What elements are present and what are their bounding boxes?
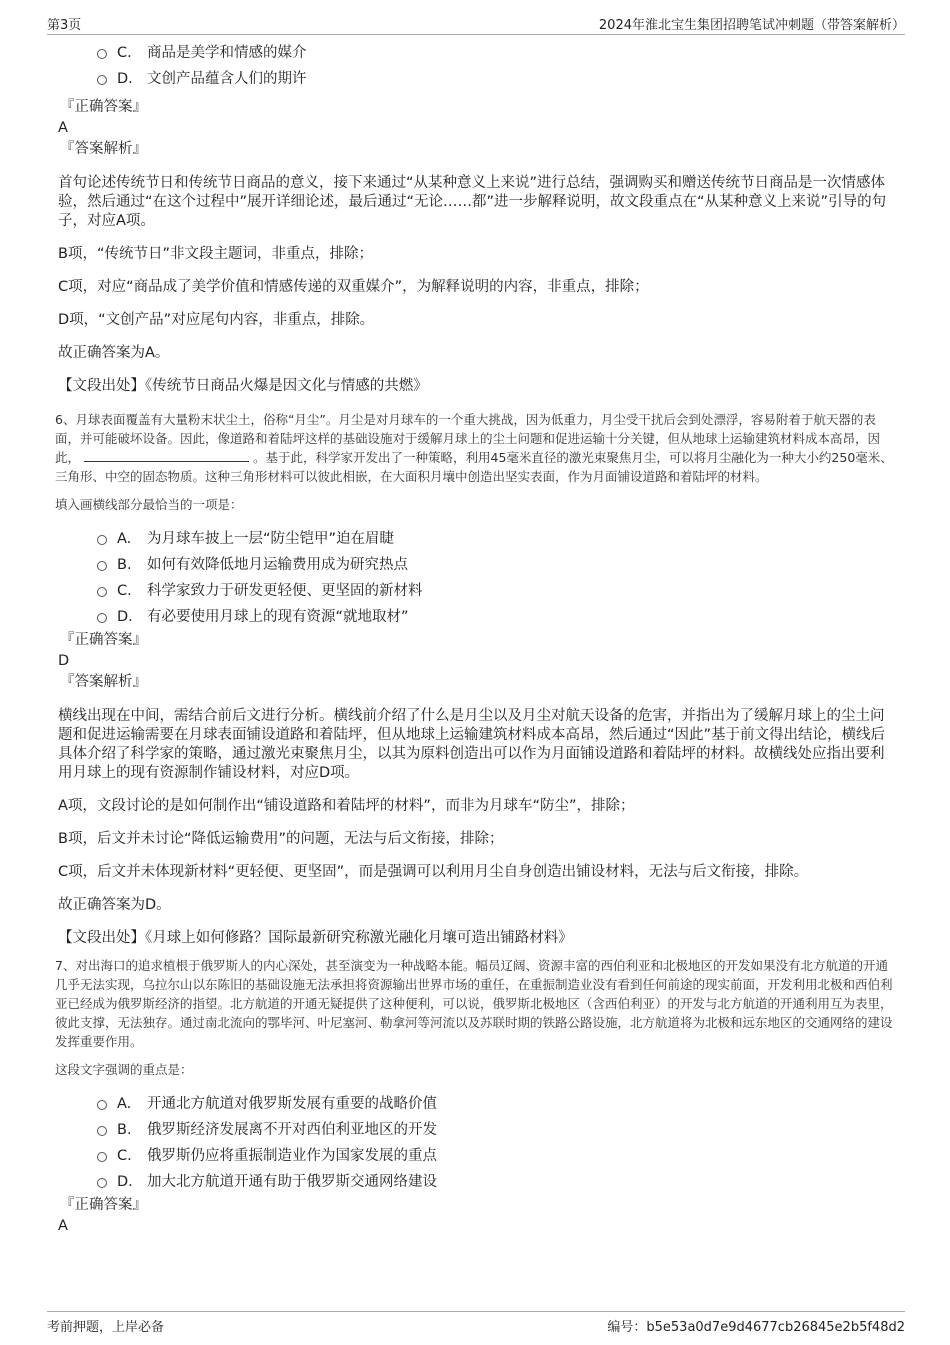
option-text: 俄罗斯仍应将重振制造业作为国家发展的重点 xyxy=(147,1148,437,1164)
analysis-paragraph: B项，“传统节日”非文段主题词，非重点，排除； xyxy=(58,246,373,262)
radio-icon[interactable] xyxy=(97,1126,107,1136)
footer-slogan: 考前押题，上岸必备 xyxy=(47,1320,165,1335)
option-d[interactable] xyxy=(55,1169,895,1195)
option-b[interactable] xyxy=(55,552,895,578)
fill-blank xyxy=(84,449,249,462)
analysis-paragraph: 首句论述传统节日和传统节日商品的意义，接下来通过“从某种意义上来说”进行总结，强调购买和赠送传统节日商品是一次情感体验，然后通过“在这个过程中”展开详细论述，最后通过“无论……都”进一步解释说明，故文段重点在“从某种意义上来说”引导的句子，对应A项。 xyxy=(58,175,887,229)
q7-options xyxy=(55,1091,895,1195)
source-note: 【文段出处】《月球上如何修路？国际最新研究称激光融化月壤可造出铺路材料》 xyxy=(58,930,573,946)
option-c[interactable] xyxy=(55,578,895,604)
analysis-paragraph: 横线出现在中间，需结合前后文进行分析。横线前介绍了什么是月尘以及月尘对航天设备的危害，并指出为了缓解月球上的尘土问题和促进运输需要在月球表面铺设道路和着陆坪，但从地球上运输建筑材料成本高昂，然后通过“因此”基于前文得出结论，横线后具体介绍了科学家的策略，通过激光束聚焦月尘，以其为原料创造出可以作为月面铺设道路和着陆坪的材料。故横线处应指出要利用月球上的现有资源制作铺设材料，对应D项。 xyxy=(58,708,886,781)
radio-icon[interactable] xyxy=(97,561,107,571)
option-letter: B. xyxy=(117,557,132,573)
option-d[interactable] xyxy=(55,66,895,92)
q5-options xyxy=(55,40,895,92)
question-prompt: 填入画横线部分最恰当的一项是： xyxy=(55,497,243,512)
option-letter: D. xyxy=(117,71,133,87)
question-prompt: 这段文字强调的重点是： xyxy=(55,1062,193,1077)
option-letter: A. xyxy=(117,531,132,547)
option-text: 有必要使用月球上的现有资源“就地取材” xyxy=(147,609,409,625)
radio-icon[interactable] xyxy=(97,1178,107,1188)
answer-value: A xyxy=(58,120,68,136)
answer-label: 『正确答案』 xyxy=(60,632,147,648)
stem-before: 6、月球表面覆盖有大量粉末状尘土，俗称“月尘”。月尘是对月球车的一个重大挑战，因为低重力，月尘受干扰后会到处漂浮，容易附着于航天器的表面，并可能破坏设备。因此，像道路和着陆坪这样的基础设施对于缓解月球上的尘土问题和促进运输十分关键，但从地球上运输建筑材料成本高昂，因此， xyxy=(55,412,881,465)
document-body xyxy=(55,40,895,1237)
option-a[interactable] xyxy=(55,1091,895,1117)
option-c[interactable] xyxy=(55,1143,895,1169)
document-title: 2024年淮北宝生集团招聘笔试冲刺题（带答案解析） xyxy=(598,18,905,33)
option-a[interactable] xyxy=(55,526,895,552)
analysis-paragraph: 故正确答案为A。 xyxy=(58,345,170,361)
page-footer xyxy=(47,1311,905,1336)
option-text: 文创产品蕴含人们的期许 xyxy=(147,71,307,87)
option-b[interactable] xyxy=(55,1117,895,1143)
radio-icon[interactable] xyxy=(97,535,107,545)
option-letter: D. xyxy=(117,1174,133,1190)
radio-icon[interactable] xyxy=(97,613,107,623)
answer-label: 『正确答案』 xyxy=(60,99,147,115)
question-stem xyxy=(55,410,895,486)
option-text: 开通北方航道对俄罗斯发展有重要的战略价值 xyxy=(147,1096,437,1112)
option-text: 如何有效降低地月运输费用成为研究热点 xyxy=(147,557,408,573)
analysis-label: 『答案解析』 xyxy=(60,141,147,157)
answer-value: A xyxy=(58,1218,68,1234)
answer-label: 『正确答案』 xyxy=(60,1197,147,1213)
q6-options xyxy=(55,526,895,630)
analysis-paragraph: A项，文段讨论的是如何制作出“铺设道路和着陆坪的材料”，而非为月球车“防尘”，排除； xyxy=(58,798,635,814)
analysis-paragraph: B项，后文并未讨论“降低运输费用”的问题，无法与后文衔接，排除； xyxy=(58,831,504,847)
answer-value: D xyxy=(58,653,70,669)
document-code: 编号：b5e53a0d7e9d4677cb26845e2b5f48d2 xyxy=(607,1320,905,1335)
radio-icon[interactable] xyxy=(97,1100,107,1110)
radio-icon[interactable] xyxy=(97,75,107,85)
analysis-label: 『答案解析』 xyxy=(60,674,147,690)
question-stem: 7、对出海口的追求植根于俄罗斯人的内心深处，甚至演变为一种战略本能。幅员辽阔、资源丰富的西伯利亚和北极地区的开发如果没有北方航道的开通几乎无法实现，乌拉尔山以东陈旧的基础设施无法承担将资源输出世界市场的重任，在重振制造业没有看到任何前途的现实前面，开发利用北极和西伯利亚已经成为俄罗斯经济的指望。北方航道的开通无疑提供了这种便利，可以说，俄罗斯北极地区（含西伯利亚）的开发与北方航道的开通利用互为表里，彼此支撑，无法独存。通过南北流向的鄂毕河、叶尼塞河、勒拿河等河流以及苏联时期的铁路公路设施，北方航道将为北极和远东地区的交通网络的建设发挥重要作用。 xyxy=(55,958,893,1049)
option-text: 科学家致力于研发更轻便、更坚固的新材料 xyxy=(147,583,423,599)
option-letter: C. xyxy=(117,1148,132,1164)
option-letter: A. xyxy=(117,1096,132,1112)
option-letter: C. xyxy=(117,583,132,599)
option-c[interactable] xyxy=(55,40,895,66)
option-letter: B. xyxy=(117,1122,132,1138)
radio-icon[interactable] xyxy=(97,1152,107,1162)
analysis-paragraph: C项，对应“商品成了美学价值和情感传递的双重媒介”，为解释说明的内容，非重点，排除； xyxy=(58,279,649,295)
option-letter: C. xyxy=(117,45,132,61)
radio-icon[interactable] xyxy=(97,49,107,59)
radio-icon[interactable] xyxy=(97,587,107,597)
option-text: 商品是美学和情感的媒介 xyxy=(147,45,307,61)
option-text: 加大北方航道开通有助于俄罗斯交通网络建设 xyxy=(147,1174,437,1190)
source-note: 【文段出处】《传统节日商品火爆是因文化与情感的共燃》 xyxy=(58,378,428,394)
page-number: 第3页 xyxy=(47,18,82,33)
analysis-paragraph: 故正确答案为D。 xyxy=(58,897,171,913)
option-letter: D. xyxy=(117,609,133,625)
option-text: 俄罗斯经济发展离不开对西伯利亚地区的开发 xyxy=(147,1122,437,1138)
analysis-paragraph: D项，“文创产品”对应尾句内容，非重点，排除。 xyxy=(58,312,375,328)
analysis-paragraph: C项，后文并未体现新材料“更轻便、更坚固”，而是强调可以利用月尘自身创造出铺设材料，无法与后文衔接，排除。 xyxy=(58,864,809,880)
option-text: 为月球车披上一层“防尘铠甲”迫在眉睫 xyxy=(147,531,395,547)
option-d[interactable] xyxy=(55,604,895,630)
page-header xyxy=(47,12,905,35)
stem-after: 。基于此，科学家开发出了一种策略，利用45毫米直径的激光束聚焦月尘，可以将月尘融化为一种大小约250毫米、三角形、中空的固态物质。这种三角形材料可以彼此相嵌，在大面积月壤中创造出坚实表面，作为月面铺设道路和着陆坪的材料。 xyxy=(55,450,893,484)
